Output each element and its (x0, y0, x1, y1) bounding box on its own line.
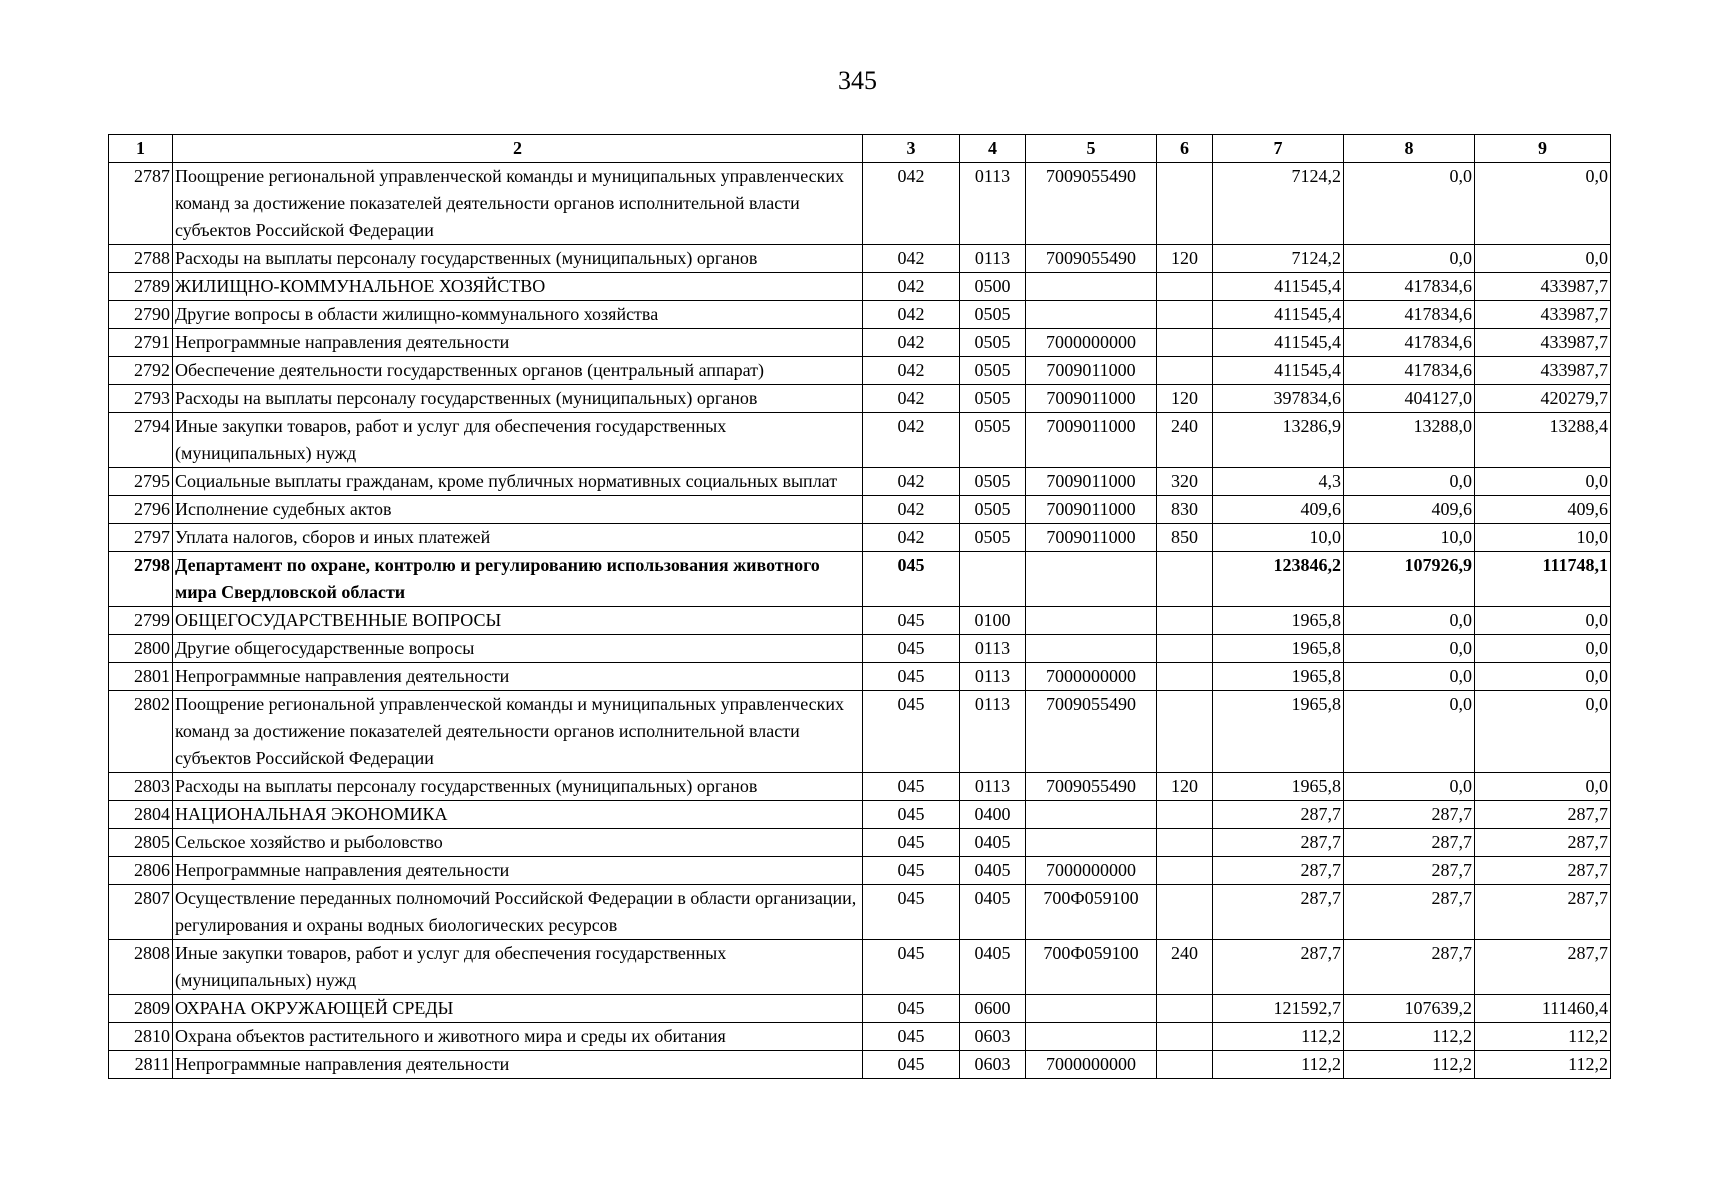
amount-year2-cell: 404127,0 (1344, 385, 1475, 413)
table-row (109, 329, 1611, 357)
amount-year3-cell: 433987,7 (1475, 329, 1611, 357)
table-header-row (109, 135, 1611, 163)
table-row (109, 245, 1611, 273)
admin-code-cell: 042 (863, 245, 960, 273)
row-name-cell: Иные закупки товаров, работ и услуг для обеспечения государственных (муниципальных) нужд (173, 413, 863, 468)
admin-code-cell: 045 (863, 801, 960, 829)
expense-type-cell: 850 (1157, 524, 1213, 552)
section-code-cell: 0603 (960, 1023, 1026, 1051)
expense-type-cell: 120 (1157, 385, 1213, 413)
amount-year1-cell: 121592,7 (1213, 995, 1344, 1023)
table-row (109, 385, 1611, 413)
amount-year3-cell: 287,7 (1475, 801, 1611, 829)
expense-type-cell (1157, 1023, 1213, 1051)
row-name-cell: Другие общегосударственные вопросы (173, 635, 863, 663)
row-number-cell: 2802 (109, 691, 173, 773)
row-name-cell: Расходы на выплаты персоналу государственных (муниципальных) органов (173, 245, 863, 273)
target-article-cell (1026, 273, 1157, 301)
row-number-cell: 2791 (109, 329, 173, 357)
expense-type-cell: 320 (1157, 468, 1213, 496)
target-article-cell: 7000000000 (1026, 1051, 1157, 1079)
target-article-cell: 7009011000 (1026, 496, 1157, 524)
amount-year1-cell: 411545,4 (1213, 357, 1344, 385)
table-row (109, 357, 1611, 385)
amount-year2-cell: 417834,6 (1344, 301, 1475, 329)
row-number-cell: 2807 (109, 885, 173, 940)
amount-year3-cell: 409,6 (1475, 496, 1611, 524)
amount-year2-cell: 0,0 (1344, 663, 1475, 691)
amount-year1-cell: 10,0 (1213, 524, 1344, 552)
table-row (109, 857, 1611, 885)
section-code-cell: 0505 (960, 468, 1026, 496)
row-name-cell: НАЦИОНАЛЬНАЯ ЭКОНОМИКА (173, 801, 863, 829)
row-number-cell: 2801 (109, 663, 173, 691)
amount-year3-cell: 287,7 (1475, 829, 1611, 857)
column-header: 1 (109, 135, 173, 163)
admin-code-cell: 045 (863, 1051, 960, 1079)
target-article-cell: 700Ф059100 (1026, 885, 1157, 940)
expense-type-cell (1157, 691, 1213, 773)
amount-year3-cell: 13288,4 (1475, 413, 1611, 468)
section-code-cell: 0113 (960, 773, 1026, 801)
target-article-cell: 7009011000 (1026, 413, 1157, 468)
section-code-cell: 0113 (960, 691, 1026, 773)
amount-year1-cell: 7124,2 (1213, 163, 1344, 245)
amount-year1-cell: 1965,8 (1213, 773, 1344, 801)
section-code-cell: 0405 (960, 940, 1026, 995)
table-row (109, 552, 1611, 607)
section-code-cell: 0603 (960, 1051, 1026, 1079)
table-row (109, 163, 1611, 245)
table-row (109, 801, 1611, 829)
row-name-cell: Непрограммные направления деятельности (173, 663, 863, 691)
expense-type-cell (1157, 885, 1213, 940)
admin-code-cell: 045 (863, 663, 960, 691)
row-name-cell: Другие вопросы в области жилищно-коммунального хозяйства (173, 301, 863, 329)
section-code-cell: 0505 (960, 385, 1026, 413)
amount-year1-cell: 287,7 (1213, 801, 1344, 829)
table-row (109, 691, 1611, 773)
admin-code-cell: 042 (863, 413, 960, 468)
admin-code-cell: 045 (863, 691, 960, 773)
amount-year2-cell: 107926,9 (1344, 552, 1475, 607)
amount-year3-cell: 112,2 (1475, 1051, 1611, 1079)
expense-type-cell (1157, 635, 1213, 663)
amount-year3-cell: 10,0 (1475, 524, 1611, 552)
amount-year3-cell: 433987,7 (1475, 273, 1611, 301)
table-row (109, 301, 1611, 329)
row-name-cell: Непрограммные направления деятельности (173, 857, 863, 885)
amount-year2-cell: 0,0 (1344, 163, 1475, 245)
admin-code-cell: 042 (863, 163, 960, 245)
expense-type-cell (1157, 995, 1213, 1023)
section-code-cell: 0405 (960, 857, 1026, 885)
amount-year1-cell: 411545,4 (1213, 301, 1344, 329)
amount-year2-cell: 409,6 (1344, 496, 1475, 524)
expense-type-cell (1157, 607, 1213, 635)
row-name-cell: Расходы на выплаты персоналу государственных (муниципальных) органов (173, 385, 863, 413)
expense-type-cell (1157, 357, 1213, 385)
row-number-cell: 2798 (109, 552, 173, 607)
expense-type-cell (1157, 273, 1213, 301)
amount-year2-cell: 0,0 (1344, 245, 1475, 273)
section-code-cell: 0400 (960, 801, 1026, 829)
row-name-cell: Сельское хозяйство и рыболовство (173, 829, 863, 857)
target-article-cell: 7009011000 (1026, 385, 1157, 413)
target-article-cell: 7009055490 (1026, 773, 1157, 801)
amount-year2-cell: 0,0 (1344, 635, 1475, 663)
table-row (109, 995, 1611, 1023)
section-code-cell: 0405 (960, 885, 1026, 940)
expense-type-cell (1157, 1051, 1213, 1079)
amount-year1-cell: 409,6 (1213, 496, 1344, 524)
row-name-cell: ОБЩЕГОСУДАРСТВЕННЫЕ ВОПРОСЫ (173, 607, 863, 635)
amount-year2-cell: 0,0 (1344, 468, 1475, 496)
amount-year3-cell: 0,0 (1475, 773, 1611, 801)
expense-type-cell (1157, 329, 1213, 357)
column-header: 6 (1157, 135, 1213, 163)
section-code-cell: 0100 (960, 607, 1026, 635)
amount-year2-cell: 0,0 (1344, 691, 1475, 773)
target-article-cell: 7009011000 (1026, 357, 1157, 385)
row-number-cell: 2804 (109, 801, 173, 829)
amount-year2-cell: 107639,2 (1344, 995, 1475, 1023)
amount-year2-cell: 417834,6 (1344, 357, 1475, 385)
row-name-cell: Социальные выплаты гражданам, кроме публичных нормативных социальных выплат (173, 468, 863, 496)
amount-year2-cell: 287,7 (1344, 857, 1475, 885)
amount-year2-cell: 112,2 (1344, 1051, 1475, 1079)
expense-type-cell: 830 (1157, 496, 1213, 524)
row-name-cell: Обеспечение деятельности государственных органов (центральный аппарат) (173, 357, 863, 385)
amount-year3-cell: 0,0 (1475, 245, 1611, 273)
expense-type-cell: 240 (1157, 940, 1213, 995)
column-header: 3 (863, 135, 960, 163)
amount-year1-cell: 287,7 (1213, 857, 1344, 885)
admin-code-cell: 042 (863, 357, 960, 385)
amount-year1-cell: 1965,8 (1213, 663, 1344, 691)
amount-year1-cell: 112,2 (1213, 1023, 1344, 1051)
amount-year1-cell: 287,7 (1213, 940, 1344, 995)
expense-type-cell: 120 (1157, 245, 1213, 273)
amount-year1-cell: 1965,8 (1213, 607, 1344, 635)
amount-year3-cell: 0,0 (1475, 607, 1611, 635)
admin-code-cell: 045 (863, 885, 960, 940)
target-article-cell: 700Ф059100 (1026, 940, 1157, 995)
expense-type-cell (1157, 829, 1213, 857)
row-number-cell: 2810 (109, 1023, 173, 1051)
section-code-cell: 0505 (960, 357, 1026, 385)
row-name-cell: Исполнение судебных актов (173, 496, 863, 524)
target-article-cell (1026, 829, 1157, 857)
table-row (109, 635, 1611, 663)
amount-year1-cell: 411545,4 (1213, 329, 1344, 357)
section-code-cell: 0505 (960, 329, 1026, 357)
amount-year2-cell: 10,0 (1344, 524, 1475, 552)
amount-year1-cell: 7124,2 (1213, 245, 1344, 273)
target-article-cell: 7000000000 (1026, 663, 1157, 691)
amount-year3-cell: 111748,1 (1475, 552, 1611, 607)
expense-type-cell: 240 (1157, 413, 1213, 468)
column-header: 9 (1475, 135, 1611, 163)
amount-year1-cell: 287,7 (1213, 885, 1344, 940)
table-row (109, 273, 1611, 301)
row-name-cell: Поощрение региональной управленческой команды и муниципальных управленческих команд за достижение показателей деятельности органов исполнительной власти субъектов Российской Федерации (173, 691, 863, 773)
section-code-cell: 0113 (960, 663, 1026, 691)
target-article-cell (1026, 607, 1157, 635)
row-number-cell: 2790 (109, 301, 173, 329)
expense-type-cell: 120 (1157, 773, 1213, 801)
admin-code-cell: 042 (863, 273, 960, 301)
amount-year2-cell: 13288,0 (1344, 413, 1475, 468)
admin-code-cell: 045 (863, 1023, 960, 1051)
row-number-cell: 2811 (109, 1051, 173, 1079)
amount-year2-cell: 417834,6 (1344, 273, 1475, 301)
table-row (109, 940, 1611, 995)
admin-code-cell: 042 (863, 329, 960, 357)
row-number-cell: 2800 (109, 635, 173, 663)
expense-type-cell (1157, 163, 1213, 245)
column-header: 4 (960, 135, 1026, 163)
row-number-cell: 2803 (109, 773, 173, 801)
target-article-cell: 7009011000 (1026, 468, 1157, 496)
section-code-cell: 0600 (960, 995, 1026, 1023)
target-article-cell (1026, 635, 1157, 663)
amount-year3-cell: 287,7 (1475, 940, 1611, 995)
table-row (109, 1051, 1611, 1079)
amount-year3-cell: 287,7 (1475, 857, 1611, 885)
table-row (109, 773, 1611, 801)
amount-year2-cell: 112,2 (1344, 1023, 1475, 1051)
target-article-cell: 7009055490 (1026, 245, 1157, 273)
row-number-cell: 2806 (109, 857, 173, 885)
column-header: 8 (1344, 135, 1475, 163)
target-article-cell: 7009011000 (1026, 524, 1157, 552)
table-row (109, 524, 1611, 552)
column-header: 5 (1026, 135, 1157, 163)
row-number-cell: 2795 (109, 468, 173, 496)
row-name-cell: Расходы на выплаты персоналу государственных (муниципальных) органов (173, 773, 863, 801)
expense-type-cell (1157, 552, 1213, 607)
admin-code-cell: 042 (863, 524, 960, 552)
expense-type-cell (1157, 301, 1213, 329)
table-row (109, 1023, 1611, 1051)
row-number-cell: 2799 (109, 607, 173, 635)
section-code-cell: 0505 (960, 301, 1026, 329)
amount-year1-cell: 13286,9 (1213, 413, 1344, 468)
row-number-cell: 2793 (109, 385, 173, 413)
amount-year3-cell: 433987,7 (1475, 301, 1611, 329)
row-name-cell: Осуществление переданных полномочий Российской Федерации в области организации, регулирования и охраны водных биологических ресурсов (173, 885, 863, 940)
table-row (109, 496, 1611, 524)
admin-code-cell: 045 (863, 773, 960, 801)
row-name-cell: Охрана объектов растительного и животного мира и среды их обитания (173, 1023, 863, 1051)
amount-year2-cell: 0,0 (1344, 773, 1475, 801)
amount-year3-cell: 0,0 (1475, 663, 1611, 691)
target-article-cell (1026, 301, 1157, 329)
admin-code-cell: 045 (863, 857, 960, 885)
amount-year2-cell: 0,0 (1344, 607, 1475, 635)
expense-type-cell (1157, 801, 1213, 829)
row-number-cell: 2808 (109, 940, 173, 995)
section-code-cell: 0505 (960, 524, 1026, 552)
section-code-cell: 0113 (960, 163, 1026, 245)
row-number-cell: 2787 (109, 163, 173, 245)
row-name-cell: Непрограммные направления деятельности (173, 1051, 863, 1079)
target-article-cell: 7000000000 (1026, 857, 1157, 885)
row-name-cell: Департамент по охране, контролю и регулированию использования животного мира Свердловской области (173, 552, 863, 607)
row-number-cell: 2789 (109, 273, 173, 301)
amount-year1-cell: 411545,4 (1213, 273, 1344, 301)
row-number-cell: 2794 (109, 413, 173, 468)
admin-code-cell: 042 (863, 385, 960, 413)
table-row (109, 829, 1611, 857)
table-row (109, 885, 1611, 940)
row-number-cell: 2797 (109, 524, 173, 552)
amount-year1-cell: 112,2 (1213, 1051, 1344, 1079)
row-name-cell: Иные закупки товаров, работ и услуг для обеспечения государственных (муниципальных) нужд (173, 940, 863, 995)
amount-year3-cell: 287,7 (1475, 885, 1611, 940)
amount-year1-cell: 123846,2 (1213, 552, 1344, 607)
amount-year3-cell: 0,0 (1475, 691, 1611, 773)
amount-year3-cell: 420279,7 (1475, 385, 1611, 413)
target-article-cell: 7009055490 (1026, 163, 1157, 245)
section-code-cell (960, 552, 1026, 607)
amount-year1-cell: 4,3 (1213, 468, 1344, 496)
target-article-cell (1026, 1023, 1157, 1051)
table-row (109, 413, 1611, 468)
target-article-cell (1026, 552, 1157, 607)
expense-type-cell (1157, 663, 1213, 691)
amount-year3-cell: 0,0 (1475, 635, 1611, 663)
table-row (109, 468, 1611, 496)
amount-year2-cell: 287,7 (1344, 829, 1475, 857)
section-code-cell: 0505 (960, 496, 1026, 524)
target-article-cell (1026, 995, 1157, 1023)
amount-year3-cell: 0,0 (1475, 163, 1611, 245)
amount-year3-cell: 111460,4 (1475, 995, 1611, 1023)
row-number-cell: 2809 (109, 995, 173, 1023)
amount-year1-cell: 287,7 (1213, 829, 1344, 857)
admin-code-cell: 045 (863, 995, 960, 1023)
row-number-cell: 2788 (109, 245, 173, 273)
amount-year1-cell: 1965,8 (1213, 691, 1344, 773)
amount-year3-cell: 0,0 (1475, 468, 1611, 496)
admin-code-cell: 045 (863, 607, 960, 635)
admin-code-cell: 045 (863, 552, 960, 607)
row-name-cell: Поощрение региональной управленческой команды и муниципальных управленческих команд за достижение показателей деятельности органов исполнительной власти субъектов Российской Федерации (173, 163, 863, 245)
row-name-cell: ОХРАНА ОКРУЖАЮЩЕЙ СРЕДЫ (173, 995, 863, 1023)
admin-code-cell: 045 (863, 635, 960, 663)
amount-year2-cell: 287,7 (1344, 940, 1475, 995)
amount-year2-cell: 287,7 (1344, 801, 1475, 829)
admin-code-cell: 042 (863, 468, 960, 496)
target-article-cell: 7000000000 (1026, 329, 1157, 357)
table-body (109, 163, 1611, 1079)
section-code-cell: 0405 (960, 829, 1026, 857)
section-code-cell: 0113 (960, 635, 1026, 663)
expense-type-cell (1157, 857, 1213, 885)
row-number-cell: 2792 (109, 357, 173, 385)
target-article-cell (1026, 801, 1157, 829)
target-article-cell: 7009055490 (1026, 691, 1157, 773)
amount-year2-cell: 417834,6 (1344, 329, 1475, 357)
row-name-cell: ЖИЛИЩНО-КОММУНАЛЬНОЕ ХОЗЯЙСТВО (173, 273, 863, 301)
budget-table (108, 134, 1611, 1079)
admin-code-cell: 042 (863, 496, 960, 524)
row-name-cell: Непрограммные направления деятельности (173, 329, 863, 357)
amount-year1-cell: 1965,8 (1213, 635, 1344, 663)
row-name-cell: Уплата налогов, сборов и иных платежей (173, 524, 863, 552)
column-header: 7 (1213, 135, 1344, 163)
row-number-cell: 2796 (109, 496, 173, 524)
amount-year3-cell: 112,2 (1475, 1023, 1611, 1051)
section-code-cell: 0113 (960, 245, 1026, 273)
admin-code-cell: 045 (863, 829, 960, 857)
table-row (109, 663, 1611, 691)
section-code-cell: 0500 (960, 273, 1026, 301)
table-row (109, 607, 1611, 635)
amount-year1-cell: 397834,6 (1213, 385, 1344, 413)
column-header: 2 (173, 135, 863, 163)
row-number-cell: 2805 (109, 829, 173, 857)
page-number: 345 (838, 66, 877, 95)
amount-year3-cell: 433987,7 (1475, 357, 1611, 385)
amount-year2-cell: 287,7 (1344, 885, 1475, 940)
section-code-cell: 0505 (960, 413, 1026, 468)
admin-code-cell: 045 (863, 940, 960, 995)
admin-code-cell: 042 (863, 301, 960, 329)
